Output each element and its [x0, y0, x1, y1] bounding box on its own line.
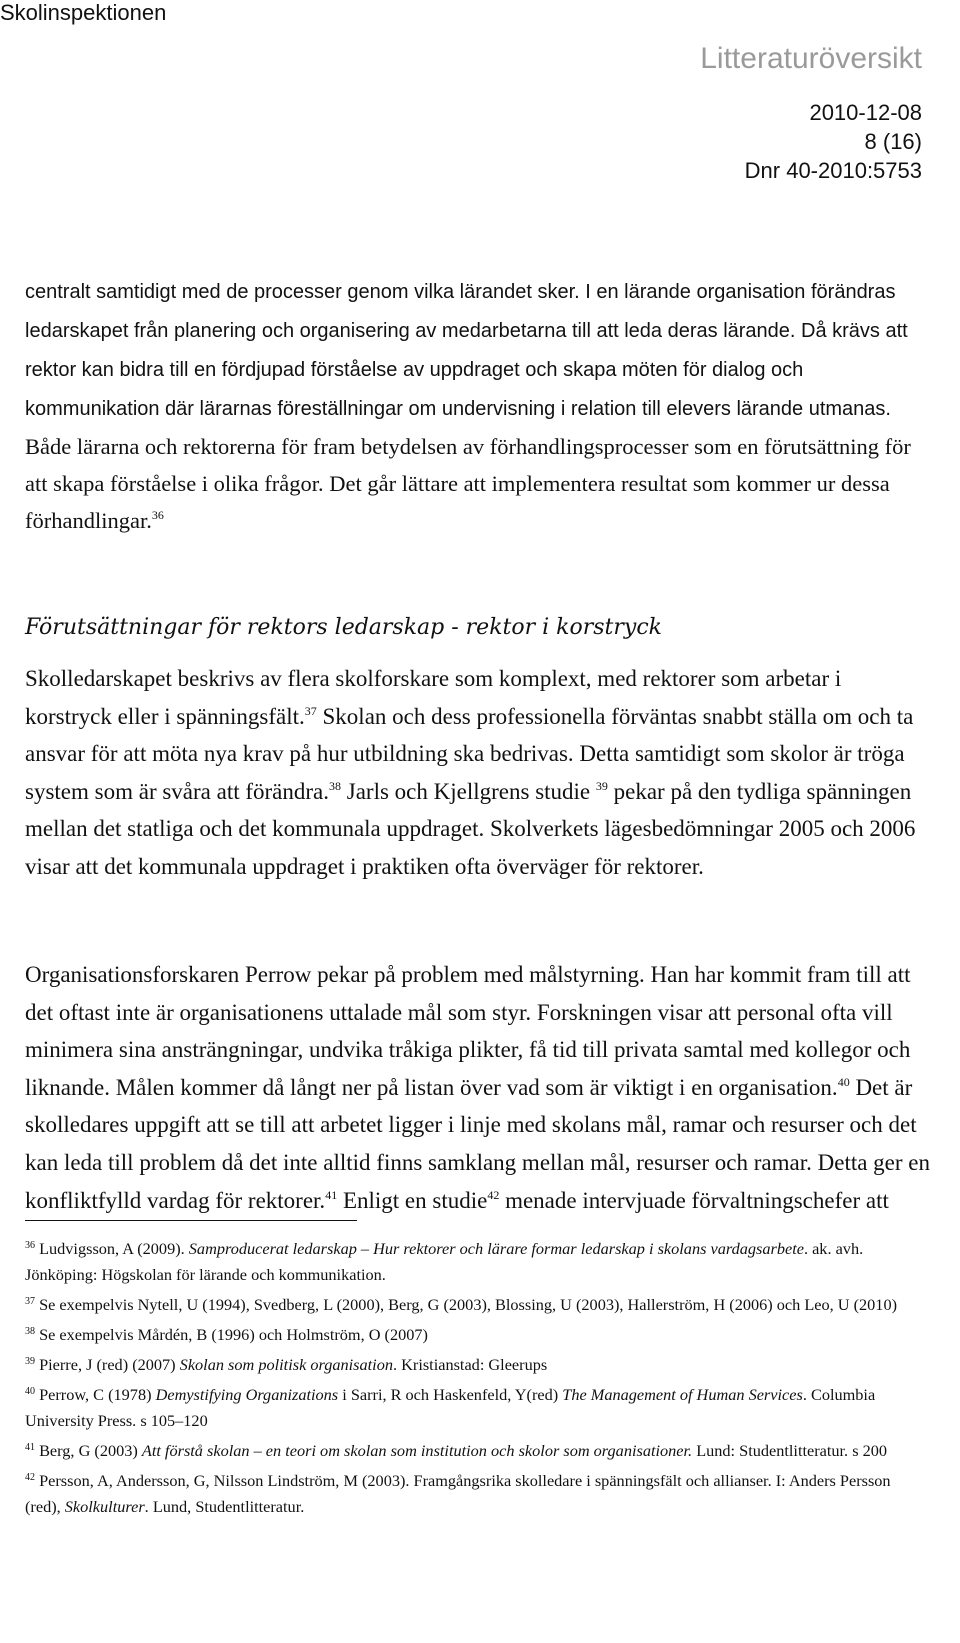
footnote-36 [25, 1236, 930, 1288]
paragraph-2-text-4: pekar på den tydliga spänningen mellan det statliga och det kommunala uppdraget. Skolverkets lägesbedömningar 2005 och 2006 visar att det kommunala uppdraget i praktiken ofta överväger för rektorer. [25, 778, 916, 879]
footnotes [25, 1236, 930, 1524]
footnote-42 [25, 1468, 930, 1520]
footnote-number: 36 [25, 1240, 35, 1251]
document-meta [745, 98, 922, 185]
footnote-text: Se exempelvis Nytell, U (1994), Svedberg, L (2000), Berg, G (2003), Blossing, U (2003), Hallerström, H (2006) och Leo, U (2010) [35, 1295, 898, 1314]
footnote-text: Lund: Studentlitteratur. s 200 [692, 1441, 888, 1460]
paragraph-1-serif-text: Både lärarna och rektorerna för fram betydelsen av förhandlingsprocesser som en förutsättning för att skapa förståelse i olika frågor. Det går lättare att implementera resultat som kommer ur dessa förhandlingar. [25, 434, 911, 533]
paragraph-3-text-3: Enligt en studie [337, 1187, 488, 1213]
footnote-text: Ludvigsson, A (2009). [35, 1239, 189, 1258]
footnote-text: . Kristianstad: Gleerups [393, 1355, 548, 1374]
footnote-ref-40: 40 [837, 1074, 850, 1089]
footnote-text: Se exempelvis Mårdén, B (1996) och Holmström, O (2007) [35, 1325, 428, 1344]
paragraph-2 [25, 660, 930, 885]
footnote-ref-38: 38 [329, 778, 342, 793]
footnote-title: Att förstå skolan – en teori om skolan som institution och skolor som organisationer. [141, 1441, 693, 1460]
footnote-title: Skolkulturer [64, 1497, 145, 1516]
footnote-40 [25, 1382, 930, 1434]
footnote-text: Persson, A, Andersson, G, Nilsson Lindström, M (2003). Framgångsrika skolledare i spänningsfält och allianser. I: Anders Persson (red), [25, 1471, 891, 1516]
page-number: 8 (16) [864, 129, 922, 154]
footnote-text: Berg, G (2003) [35, 1441, 142, 1460]
footnote-37 [25, 1292, 930, 1318]
footnote-text: Pierre, J (red) (2007) [35, 1355, 180, 1374]
footnote-number: 39 [25, 1356, 35, 1367]
footnote-number: 42 [25, 1472, 35, 1483]
diary-number: Dnr 40-2010:5753 [744, 158, 922, 183]
footnote-ref-37: 37 [304, 703, 317, 718]
footnote-ref-39: 39 [595, 778, 608, 793]
footnote-38 [25, 1322, 930, 1348]
footnote-title: Skolan som politisk organisation [179, 1355, 393, 1374]
paragraph-2-text-1: Skolledarskapet beskrivs av flera skolforskare som komplext, med rektorer som arbetar i korstryck eller i spänningsfält. [25, 666, 842, 729]
organization-name: Skolinspektionen [0, 0, 167, 25]
footnote-text: Perrow, C (1978) [35, 1385, 156, 1404]
paragraph-3 [25, 956, 930, 1219]
footnote-text: . Lund, Studentlitteratur. [144, 1497, 305, 1516]
paragraph-3-text-2: Det är skolledares uppgift att se till att arbetet ligger i linje med skolans mål, ramar och resurser och det kan leda till problem då det inte alltid finns samklang mellan mål, resurser och ramar. Detta ger en konfliktfylld vardag för rektorer. [25, 1074, 931, 1213]
footnote-ref-41: 41 [325, 1187, 338, 1202]
footnote-divider [25, 1220, 357, 1221]
footnote-39 [25, 1352, 930, 1378]
document-title: Litteraturöversikt [700, 42, 922, 75]
footnote-title: The Management of Human Services [562, 1385, 803, 1404]
footnote-number: 40 [25, 1386, 35, 1397]
paragraph-2-text-2: Skolan och dess professionella förväntas snabbt ställa om och ta ansvar för att möta nya krav på hur utbildning ska bedrivas. Detta samtidigt som skolor är tröga system som är svåra att förändra. [25, 703, 914, 804]
footnote-ref-42: 42 [487, 1187, 500, 1202]
paragraph-2-text-3: Jarls och Kjellgrens studie [341, 778, 596, 804]
footnote-title: Demystifying Organizations [155, 1385, 339, 1404]
section-heading: Förutsättningar för rektors ledarskap - rektor i korstryck [25, 615, 662, 640]
footnote-41 [25, 1438, 930, 1464]
footnote-text: . ak. avh. Jönköping: Högskolan för lärande och kommunikation. [25, 1239, 864, 1284]
paragraph-1-sans-text: centralt samtidigt med de processer genom vilka lärandet sker. I en lärande organisation förändras ledarskapet från planering och organisering av medarbetarna till att leda deras lärande. Då krävs att rektor kan bidra till en fördjupad förståelse av uppdraget och skapa möten för dialog och kommunikation där lärarnas föreställningar om undervisning i relation till elevers lärande utmanas. [25, 281, 908, 420]
paragraph-3-text-4: menade intervjuade förvaltningschefer att [499, 1187, 889, 1213]
footnote-text: . Columbia University Press. s 105–120 [25, 1385, 876, 1430]
paragraph-1 [25, 272, 930, 539]
footnote-title: Samproducerat ledarskap – Hur rektorer och lärare formar ledarskap i skolans vardagsarbete [188, 1239, 804, 1258]
footnote-number: 38 [25, 1326, 35, 1337]
footnote-number: 37 [25, 1296, 35, 1307]
paragraph-3-text-1: Organisationsforskaren Perrow pekar på problem med målstyrning. Han har kommit fram till att det oftast inte är organisationens uttalade mål som styr. Forskningen visar att personal ofta vill minimera sina ansträngningar, undvika tråkiga plikter, få tid till privata samtal med kollegor och liknande. Målen kommer då långt ner på listan över vad som är viktigt i en organisation. [25, 962, 911, 1100]
footnote-ref-36: 36 [151, 508, 164, 522]
footnote-number: 41 [25, 1442, 35, 1453]
document-date: 2010-12-08 [809, 100, 922, 125]
footnote-text: i Sarri, R och Haskenfeld, Y(red) [338, 1385, 563, 1404]
